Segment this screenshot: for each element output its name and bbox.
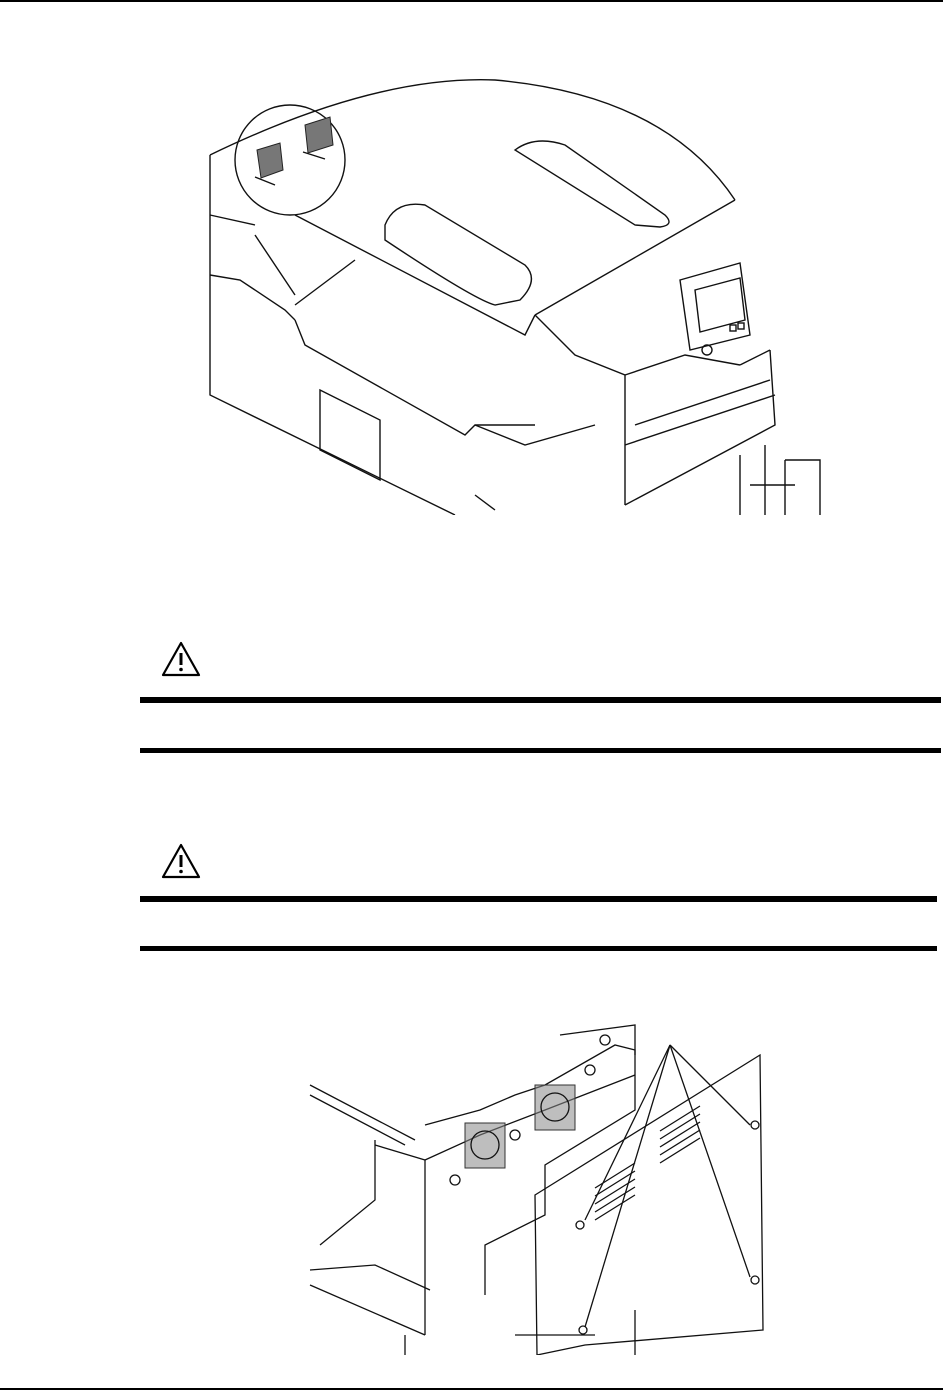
page-bottom-rule (0, 1388, 943, 1390)
warning-top-rule (140, 896, 937, 902)
warning-notice-2 (140, 838, 937, 955)
warning-bottom-rule (140, 946, 937, 951)
warning-notice-1 (140, 640, 941, 755)
warning-triangle-icon (160, 842, 202, 880)
page-top-rule (0, 0, 943, 2)
printer-overview-figure (195, 65, 825, 515)
fan-cover-removal-figure (305, 1015, 775, 1355)
warning-bottom-rule (140, 748, 941, 753)
warning-top-rule (140, 697, 941, 703)
warning-triangle-icon (160, 640, 202, 678)
